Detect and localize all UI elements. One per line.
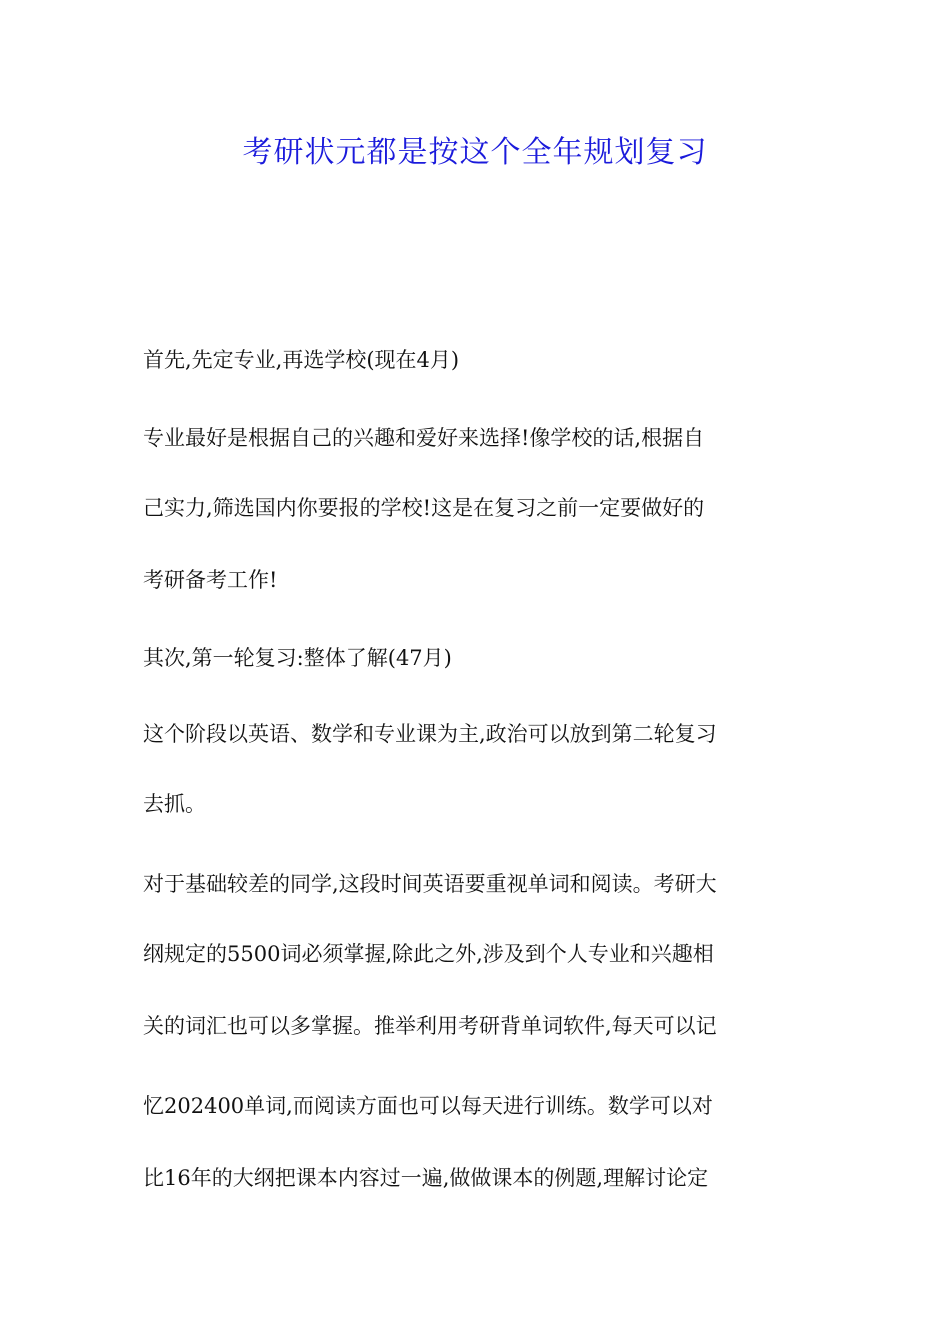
paragraph-line-2: 专业最好是根据自己的兴趣和爱好来选择!像学校的话,根据自 [143, 426, 705, 450]
paragraph-line-7: 去抓。 [143, 792, 206, 816]
paragraph-line-12: 比16年的大纲把课本内容过一遍,做做课本的例题,理解讨论定 [143, 1166, 709, 1190]
paragraph-line-4: 考研备考工作! [143, 568, 278, 592]
document-title: 考研状元都是按这个全年规划复习 [242, 135, 708, 170]
paragraph-line-6: 这个阶段以英语、数学和专业课为主,政治可以放到第二轮复习 [143, 722, 717, 746]
paragraph-line-9: 纲规定的5500词必须掌握,除此之外,涉及到个人专业和兴趣相 [143, 942, 714, 966]
paragraph-line-10: 关的词汇也可以多掌握。推举利用考研背单词软件,每天可以记 [143, 1014, 717, 1038]
paragraph-line-5: 其次,第一轮复习:整体了解(47月) [143, 646, 452, 670]
paragraph-line-3: 己实力,筛选国内你要报的学校!这是在复习之前一定要做好的 [143, 496, 705, 520]
paragraph-line-1: 首先,先定专业,再选学校(现在4月) [143, 348, 460, 372]
paragraph-line-11: 忆202400单词,而阅读方面也可以每天进行训练。数学可以对 [143, 1094, 713, 1118]
paragraph-line-8: 对于基础较差的同学,这段时间英语要重视单词和阅读。考研大 [143, 872, 717, 896]
